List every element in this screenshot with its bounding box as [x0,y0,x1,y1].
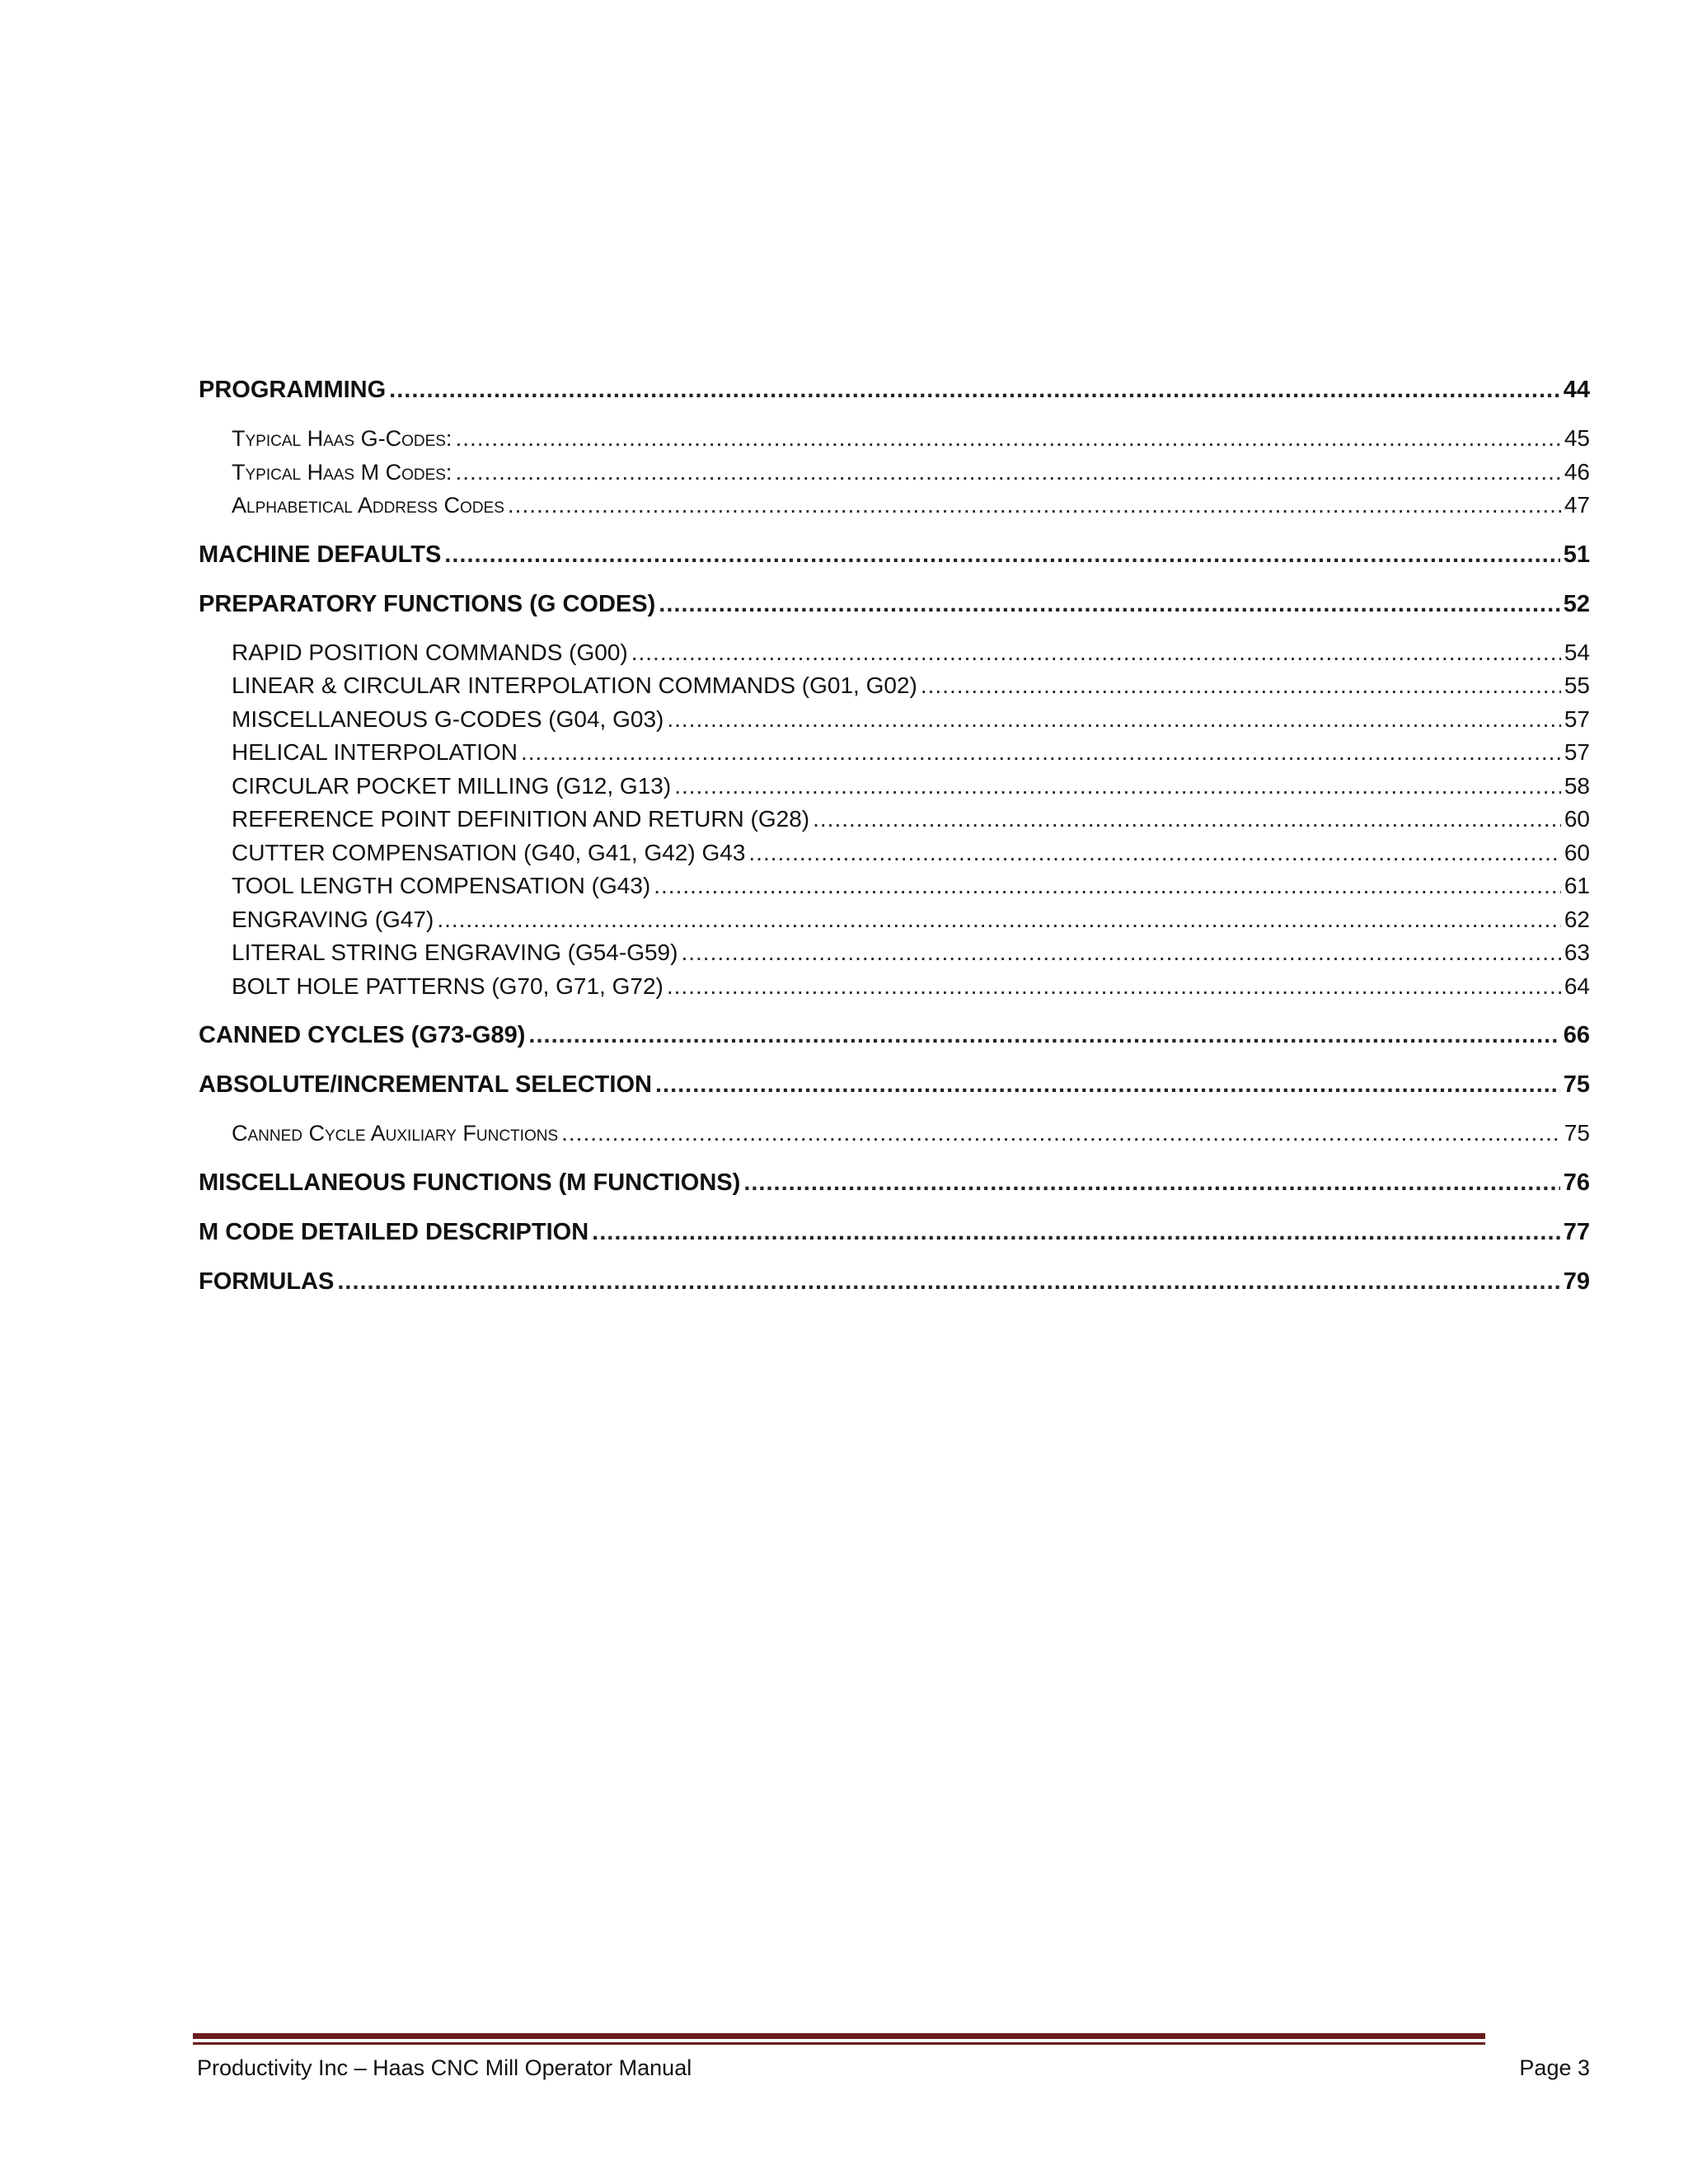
toc-entry-bolt-hole-patterns[interactable] [199,970,1590,1004]
toc-leader-dots [444,537,1559,572]
toc-leader-dots [592,1215,1560,1249]
toc-entry-label: RAPID POSITION COMMANDS (G00) [232,639,628,665]
toc-entry-misc-g-codes[interactable] [199,703,1590,737]
toc-entry-page: 60 [1564,806,1590,832]
toc-leader-dots [389,373,1560,407]
toc-entry-label: M CODE DETAILED DESCRIPTION [199,1218,589,1245]
toc-entry-page: 66 [1563,1022,1590,1048]
toc-entry-typical-g-codes[interactable] [199,422,1590,456]
toc-leader-dots [674,770,1561,804]
toc-entry-typical-m-codes[interactable] [199,456,1590,490]
toc-entry-label: CIRCULAR POCKET MILLING (G12, G13) [232,772,672,799]
toc-leader-dots [667,703,1560,737]
toc-entry-label: TOOL LENGTH COMPENSATION (G43) [232,873,651,898]
toc-entry-page: 76 [1563,1169,1590,1196]
toc-entry-page: 79 [1563,1268,1590,1295]
toc-entry-label: PREPARATORY FUNCTIONS (G CODES) [199,590,656,617]
toc-entry-label: LINEAR & CIRCULAR INTERPOLATION COMMANDS (G01, G02) [232,673,917,698]
toc-leader-dots [748,837,1560,870]
toc-entry-label: FORMULAS [199,1268,335,1295]
toc-entry-label: CANNED CYCLES (G73-G89) [199,1022,526,1048]
footer-rule-thick [193,2033,1485,2039]
toc-entry-preparatory-functions[interactable] [199,587,1590,621]
footer-page-number: Page 3 [1519,2055,1590,2080]
toc-entry-programming[interactable] [199,373,1590,407]
toc-entry-label: BOLT HOLE PATTERNS (G70, G71, G72) [232,972,663,999]
toc-entry-machine-defaults[interactable] [199,537,1590,572]
footer-document-title: Productivity Inc – Haas CNC Mill Operator Manual [197,2055,692,2080]
toc-entry-formulas[interactable] [199,1264,1590,1299]
toc-entry-page: 61 [1564,873,1590,898]
toc-entry-label: LITERAL STRING ENGRAVING (G54-G59) [232,940,678,965]
toc-entry-rapid-position[interactable] [199,636,1590,670]
toc-entry-page: 44 [1563,377,1590,403]
toc-entry-literal-string-engraving[interactable] [199,936,1590,970]
toc-entry-page: 57 [1564,705,1590,732]
toc-entry-label: Canned Cycle Auxiliary Functions [232,1121,559,1146]
toc-entry-page: 54 [1564,639,1590,665]
toc-entry-label: MACHINE DEFAULTS [199,541,442,568]
toc-leader-dots [528,1018,1559,1052]
toc-entry-reference-point[interactable] [199,803,1590,837]
toc-entry-label: Typical Haas G-Codes: [232,426,452,451]
toc-entry-label: CUTTER COMPENSATION (G40, G41, G42) G43 [232,839,746,865]
toc-leader-dots [508,489,1561,523]
toc-leader-dots [681,936,1560,970]
toc-entry-label: PROGRAMMING [199,377,387,403]
toc-entry-label: HELICAL INTERPOLATION [232,739,518,765]
toc-entry-page: 52 [1563,590,1590,617]
toc-entry-tool-length[interactable] [199,869,1590,903]
toc-entry-canned-cycles[interactable] [199,1018,1590,1052]
toc-leader-dots [659,587,1559,621]
toc-entry-page: 75 [1564,1120,1590,1146]
toc-leader-dots [561,1117,1561,1151]
toc-entry-page: 62 [1564,906,1590,932]
toc-entry-misc-functions[interactable] [199,1165,1590,1200]
toc-leader-dots [521,736,1561,770]
toc-entry-canned-cycle-auxiliary[interactable] [199,1117,1590,1151]
toc-entry-label: Alphabetical Address Codes [232,493,504,518]
toc-entry-page: 55 [1564,673,1590,698]
toc-entry-page: 51 [1563,541,1590,568]
toc-entry-page: 46 [1564,458,1590,485]
toc-entry-label: MISCELLANEOUS G-CODES (G04, G03) [232,705,664,732]
toc-entry-cutter-compensation[interactable] [199,837,1590,870]
toc-entry-page: 45 [1564,425,1590,451]
toc-entry-circular-pocket[interactable] [199,770,1590,804]
toc-leader-dots [631,636,1561,670]
toc-entry-absolute-incremental[interactable] [199,1067,1590,1102]
toc-entry-helical-interpolation[interactable] [199,736,1590,770]
toc-entry-page: 58 [1564,772,1590,799]
toc-leader-dots [921,669,1561,703]
toc-entry-label: Typical Haas M Codes: [232,459,452,485]
toc-entry-page: 77 [1563,1218,1590,1245]
toc-leader-dots [743,1165,1559,1200]
toc-entry-page: 60 [1564,839,1590,865]
toc-entry-label: ENGRAVING (G47) [232,906,434,932]
footer-rule-thin [193,2042,1485,2045]
toc-leader-dots [654,869,1561,903]
toc-leader-dots [667,970,1561,1004]
toc-entry-linear-circular[interactable] [199,669,1590,703]
toc-leader-dots [455,422,1560,456]
toc-entry-page: 57 [1564,739,1590,765]
toc-entry-page: 63 [1564,940,1590,965]
toc-entry-alphabetical-address-codes[interactable] [199,489,1590,523]
toc-entry-label: MISCELLANEOUS FUNCTIONS (M FUNCTIONS) [199,1169,741,1196]
table-of-contents [199,373,1590,1299]
toc-entry-page: 64 [1564,972,1590,999]
toc-entry-engraving[interactable] [199,903,1590,937]
toc-leader-dots [337,1264,1559,1299]
toc-entry-m-code-description[interactable] [199,1215,1590,1249]
toc-leader-dots [655,1067,1560,1102]
toc-entry-page: 47 [1564,492,1590,518]
toc-leader-dots [813,803,1561,837]
toc-entry-label: REFERENCE POINT DEFINITION AND RETURN (G28) [232,806,810,832]
toc-entry-label: ABSOLUTE/INCREMENTAL SELECTION [199,1071,652,1098]
toc-leader-dots [455,456,1560,490]
toc-leader-dots [437,903,1561,937]
toc-entry-page: 75 [1563,1071,1590,1098]
